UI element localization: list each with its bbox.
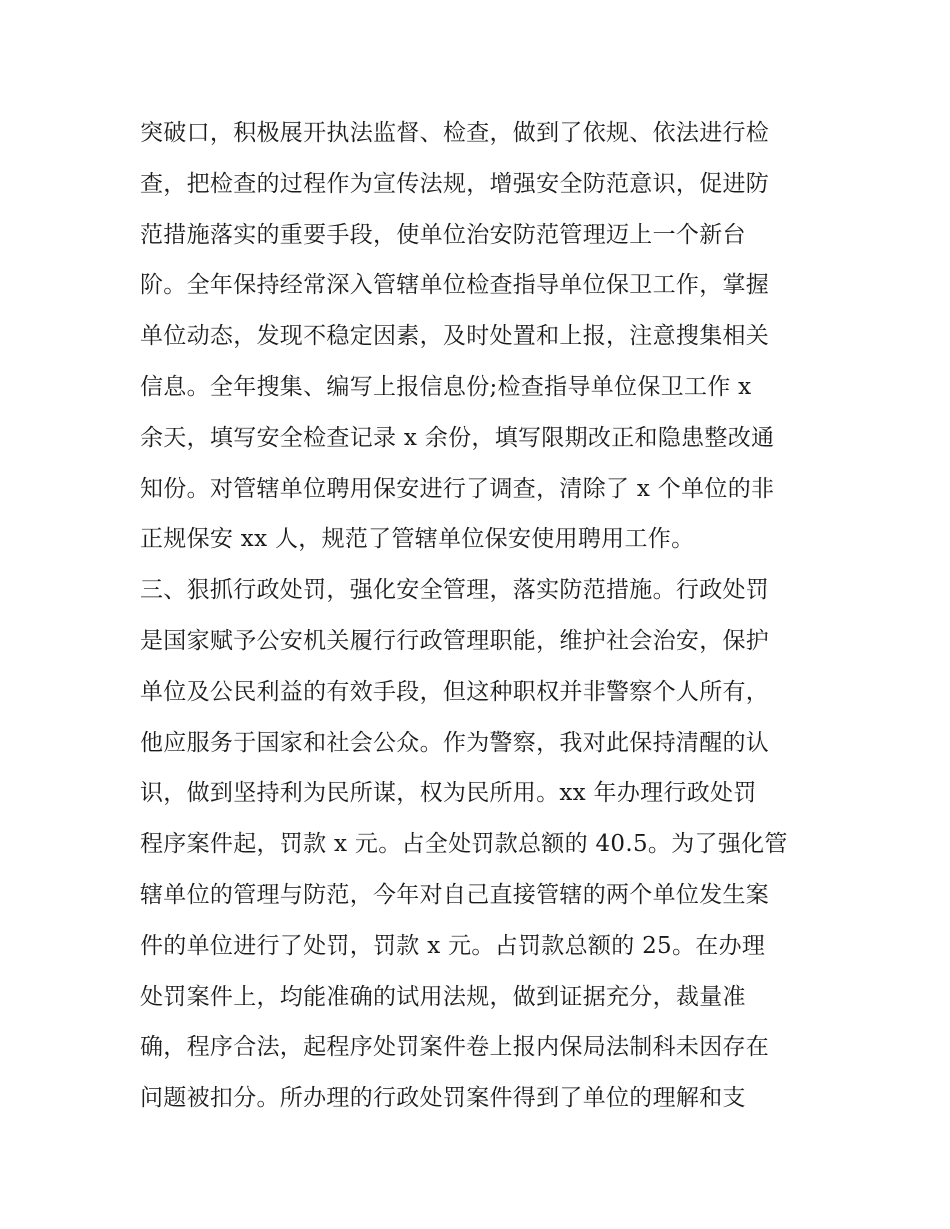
text-line-6: 信息。全年搜集、编写上报信息份;检查指导单位保卫工作 x [140, 373, 752, 400]
text-line-7: 余天，填写安全检查记录 x 余份，填写限期改正和隐患整改通 [140, 424, 775, 451]
text-line-16: 辖单位的管理与防范，今年对自己直接管辖的两个单位发生案 [140, 881, 770, 908]
text-line-14: 识，做到坚持利为民所谋，权为民所用。xx 年办理行政处罚 [140, 780, 757, 807]
body-text [140, 108, 820, 1124]
text-line-20: 问题被扣分。所办理的行政处罚案件得到了单位的理解和支 [140, 1085, 746, 1112]
text-line-2: 查，把检查的过程作为宣传法规，增强安全防范意识，促进防 [140, 170, 770, 197]
text-line-3: 范措施落实的重要手段，使单位治安防范管理迈上一个新台 [140, 221, 746, 248]
text-line-4: 阶。全年保持经常深入管辖单位检查指导单位保卫工作，掌握 [140, 272, 770, 299]
text-line-5: 单位动态，发现不稳定因素，及时处置和上报，注意搜集相关 [140, 323, 770, 350]
text-line-8: 知份。对管辖单位聘用保安进行了调查，清除了 x 个单位的非 [140, 475, 775, 502]
text-line-10: 三、狠抓行政处罚，强化安全管理，落实防范措施。行政处罚 [140, 577, 770, 604]
text-line-11: 是国家赋予公安机关履行行政管理职能，维护社会治安，保护 [140, 627, 770, 654]
text-line-13: 他应服务于国家和社会公众。作为警察，我对此保持清醒的认 [140, 729, 770, 756]
text-line-9: 正规保安 xx 人，规范了管辖单位保安使用聘用工作。 [140, 526, 695, 553]
text-line-15: 程序案件起，罚款 x 元。占全处罚款总额的 40.5。为了强化管 [140, 831, 788, 858]
text-line-12: 单位及公民利益的有效手段，但这种职权并非警察个人所有， [140, 678, 770, 705]
text-line-1: 突破口，积极展开执法监督、检查，做到了依规、依法进行检 [140, 120, 770, 146]
text-line-19: 确，程序合法，起程序处罚案件卷上报内保局法制科未因存在 [140, 1034, 770, 1061]
text-line-18: 处罚案件上，均能准确的试用法规，做到证据充分，裁量准 [140, 983, 746, 1010]
text-line-17: 件的单位进行了处罚，罚款 x 元。占罚款总额的 25。在办理 [140, 932, 766, 959]
